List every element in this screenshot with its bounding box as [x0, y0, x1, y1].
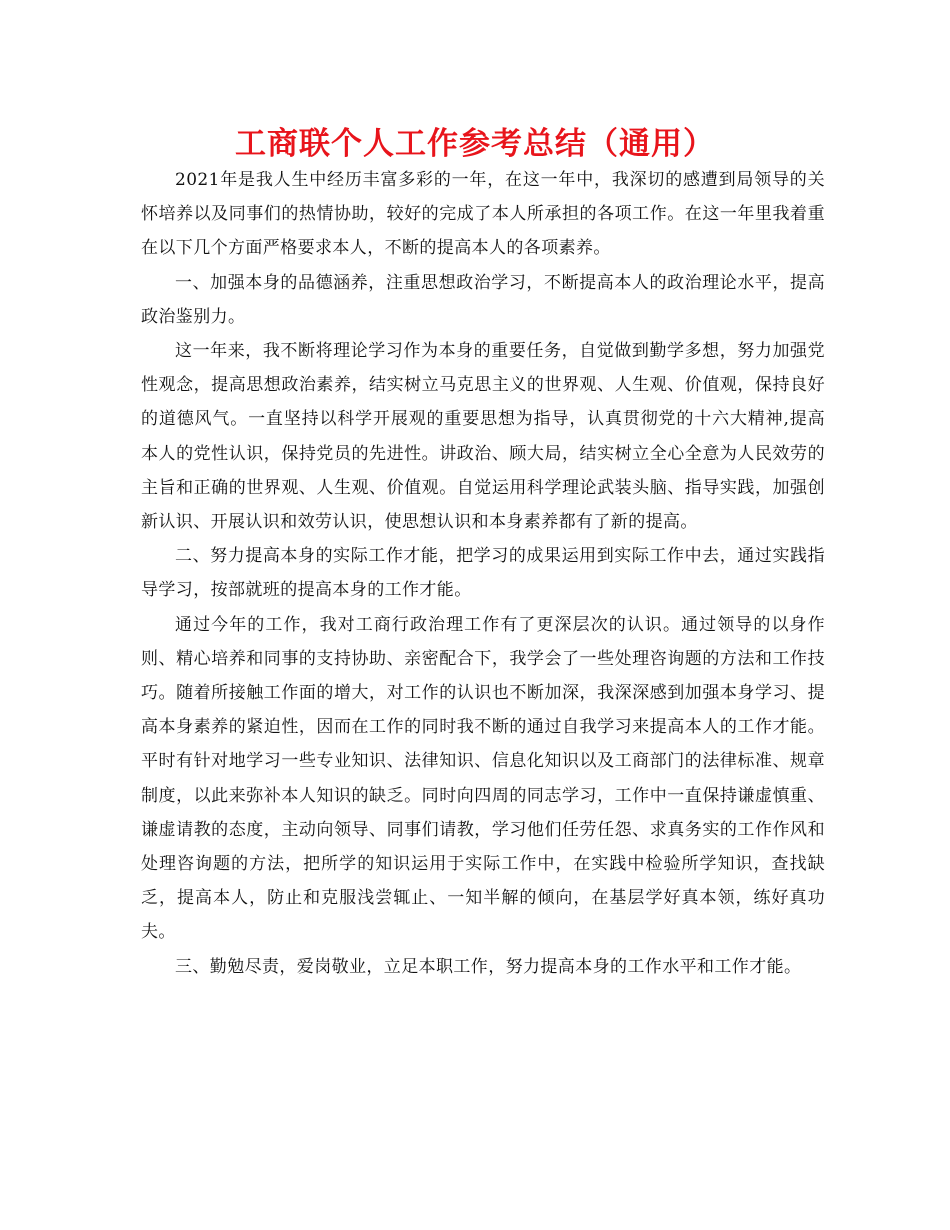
- paragraph-section-1-body: 这一年来，我不断将理论学习作为本身的重要任务，自觉做到勤学多想，努力加强党性观念，提高思想政治素养，结实树立马克思主义的世界观、人生观、价值观，保持良好的道德风气。一直坚持以科学开展观的重要思想为指导，认真贯彻党的十六大精神,提高本人的党性认识，保持党员的先进性。讲政治、顾大局，结实树立全心全意为人民效劳的主旨和正确的世界观、人生观、价值观。自觉运用科学理论武装头脑、指导实践，加强创新认识、开展认识和效劳认识，使思想认识和本身素养都有了新的提高。: [141, 341, 825, 533]
- paragraph-section-3-heading: 三、勤勉尽责，爱岗敬业，立足本职工作，努力提高本身的工作水平和工作才能。: [175, 956, 802, 977]
- paragraph-section-1-heading: 一、加强本身的品德涵养，注重思想政治学习，不断提高本人的政治理论水平，提高政治鉴别力。: [141, 272, 825, 327]
- paragraph-section-2-heading: 二、努力提高本身的实际工作才能，把学习的成果运用到实际工作中去，通过实践指导学习，按部就班的提高本身的工作才能。: [141, 546, 825, 601]
- paragraph-section-2-body: 通过今年的工作，我对工商行政治理工作有了更深层次的认识。通过领导的以身作则、精心培养和同事的支持协助、亲密配合下，我学会了一些处理咨询题的方法和工作技巧。随着所接触工作面的增大，对工作的认识也不断加深，我深深感到加强本身学习、提高本身素养的紧迫性，因而在工作的同时我不断的通过自我学习来提高本人的工作才能。平时有针对地学习一些专业知识、法律知识、信息化知识以及工商部门的法律标准、规章制度，以此来弥补本人知识的缺乏。同时向四周的同志学习，工作中一直保持谦虚慎重、谦虚请教的态度，主动向领导、同事们请教，学习他们任劳任怨、求真务实的工作作风和处理咨询题的方法，把所学的知识运用于实际工作中，在实践中检验所学知识，查找缺乏，提高本人，防止和克服浅尝辄止、一知半解的倾向，在基层学好真本领，练好真功夫。: [141, 614, 825, 943]
- paragraph-intro: 2021年是我人生中经历丰富多彩的一年，在这一年中，我深切的感遭到局领导的关怀培养以及同事们的热情协助，较好的完成了本人所承担的各项工作。在这一年里我着重在以下几个方面严格要求本人，不断的提高本人的各项素养。: [141, 170, 825, 259]
- document-body: [141, 163, 825, 984]
- document-title: 工商联个人工作参考总结（通用）: [235, 126, 715, 162]
